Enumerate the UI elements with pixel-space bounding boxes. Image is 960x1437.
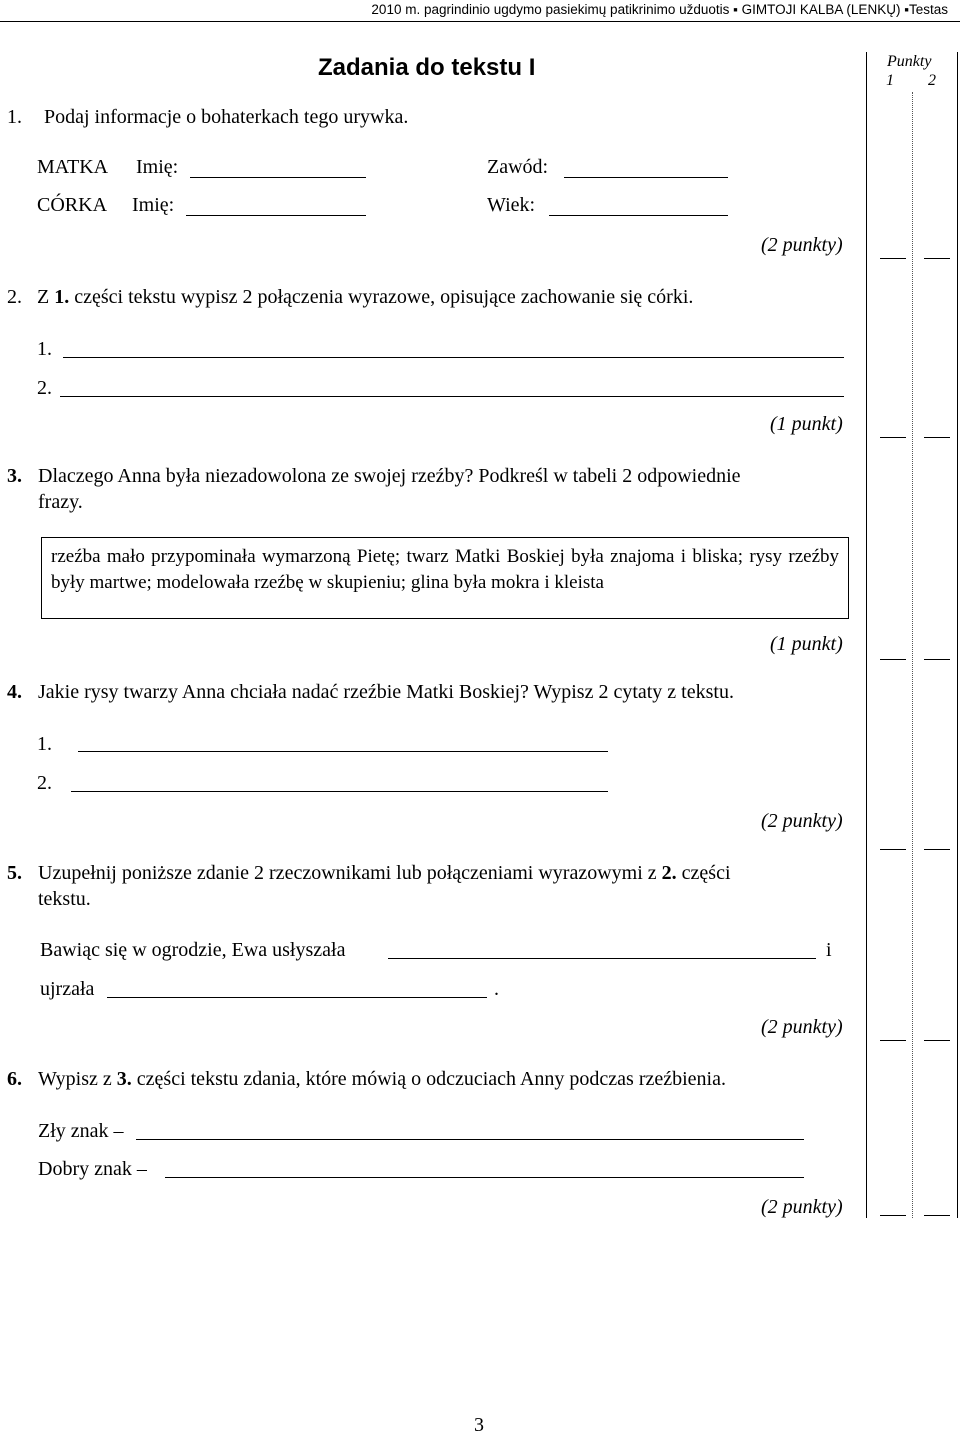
q5-number: 5.: [7, 862, 22, 884]
q2-line-1-label: 1.: [37, 338, 52, 360]
q6-dobry-znak-label: Dobry znak –: [38, 1158, 147, 1180]
q1-matka-imie-field[interactable]: [190, 177, 366, 178]
q2-answer-2[interactable]: [60, 396, 844, 397]
q6-text: Wypisz z 3. części tekstu zdania, które mówią o odczuciach Anny podczas rzeźbienia.: [38, 1068, 726, 1090]
q3-score-2[interactable]: [924, 659, 950, 660]
q4-answer-1[interactable]: [78, 751, 608, 752]
q4-number: 4.: [7, 681, 22, 703]
q1-score-1[interactable]: [880, 258, 906, 259]
q1-score-2[interactable]: [924, 258, 950, 259]
q4-score-1[interactable]: [880, 849, 906, 850]
q2-score-1[interactable]: [880, 437, 906, 438]
q1-number: 1.: [7, 106, 22, 128]
q1-corka-wiek-label: Wiek:: [487, 194, 536, 216]
q2-points: (1 punkt): [770, 413, 843, 435]
q5-answer-1[interactable]: [388, 958, 816, 959]
scoring-divider: [912, 92, 913, 1218]
q6-answer-dobry-znak[interactable]: [165, 1177, 804, 1178]
q4-line-2-label: 2.: [37, 772, 52, 794]
q5-sentence-part2: ujrzała: [40, 978, 95, 1000]
q1-matka-imie-label: Imię:: [136, 156, 179, 178]
q1-corka-wiek-field[interactable]: [549, 215, 728, 216]
scoring-right-border: [957, 52, 958, 1218]
q5-text-cont: tekstu.: [38, 888, 91, 910]
q4-score-2[interactable]: [924, 849, 950, 850]
q1-points: (2 punkty): [761, 234, 843, 256]
scoring-col2: 2: [928, 72, 936, 89]
q6-score-2[interactable]: [924, 1215, 950, 1216]
page-header: 2010 m. pagrindinio ugdymo pasiekimų patikrinimo užduotis ▪ GIMTOJI KALBA (LENKŲ) ▪Testas: [371, 2, 948, 17]
q5-period: .: [494, 978, 499, 1000]
q3-text-cont: frazy.: [38, 491, 83, 513]
q5-score-2[interactable]: [924, 1040, 950, 1041]
q4-points: (2 punkty): [761, 810, 843, 832]
scoring-col1: 1: [886, 72, 894, 89]
q3-text: Dlaczego Anna była niezadowolona ze swojej rzeźby? Podkreśl w tabeli 2 odpowiednie: [38, 465, 741, 487]
q4-answer-2[interactable]: [71, 791, 608, 792]
q6-number: 6.: [7, 1068, 22, 1090]
q3-number: 3.: [7, 465, 22, 487]
q5-score-1[interactable]: [880, 1040, 906, 1041]
q6-answer-zly-znak[interactable]: [136, 1139, 804, 1140]
header-rule: [0, 21, 960, 22]
q5-text: Uzupełnij poniższe zdanie 2 rzeczownikami lub połączeniami wyrazowymi z 2. części: [38, 862, 731, 884]
page-number: 3: [474, 1414, 484, 1436]
q1-matka-zawod-field[interactable]: [564, 177, 728, 178]
q6-points: (2 punkty): [761, 1196, 843, 1218]
q1-matka-zawod-label: Zawód:: [487, 156, 549, 178]
q1-matka-label: MATKA: [37, 156, 109, 178]
q6-score-1[interactable]: [880, 1215, 906, 1216]
page-title: Zadania do tekstu I: [318, 54, 536, 81]
q5-answer-2[interactable]: [107, 997, 487, 998]
q6-zly-znak-label: Zły znak –: [38, 1120, 124, 1142]
scoring-head: Punkty: [887, 53, 932, 70]
q1-text: Podaj informacje o bohaterkach tego urywka.: [44, 106, 409, 128]
q2-score-2[interactable]: [924, 437, 950, 438]
q1-corka-imie-label: Imię:: [132, 194, 175, 216]
q5-conjunction: i: [826, 939, 832, 961]
q3-points: (1 punkt): [770, 633, 843, 655]
q4-text: Jakie rysy twarzy Anna chciała nadać rzeźbie Matki Boskiej? Wypisz 2 cytaty z tekstu.: [38, 681, 734, 703]
q5-sentence-part1: Bawiąc się w ogrodzie, Ewa usłyszała: [40, 939, 346, 961]
scoring-left-border: [866, 52, 867, 1218]
q2-line-2-label: 2.: [37, 377, 52, 399]
q2-number: 2.: [7, 286, 22, 308]
q5-points: (2 punkty): [761, 1016, 843, 1038]
q2-answer-1[interactable]: [63, 357, 844, 358]
q1-corka-label: CÓRKA: [37, 194, 108, 216]
q3-phrase-box[interactable]: [41, 537, 849, 619]
q1-corka-imie-field[interactable]: [186, 215, 366, 216]
q2-text: Z 1. części tekstu wypisz 2 połączenia wyrazowe, opisujące zachowanie się córki.: [37, 286, 694, 308]
q3-phrases[interactable]: rzeźba mało przypominała wymarzoną Pietę; twarz Matki Boskiej była znajoma i bliska; rysy rzeźby były martwe; modelowała rzeźbę w skupieniu; glina była mokra i kleista: [51, 546, 839, 593]
q4-line-1-label: 1.: [37, 733, 52, 755]
q3-score-1[interactable]: [880, 659, 906, 660]
